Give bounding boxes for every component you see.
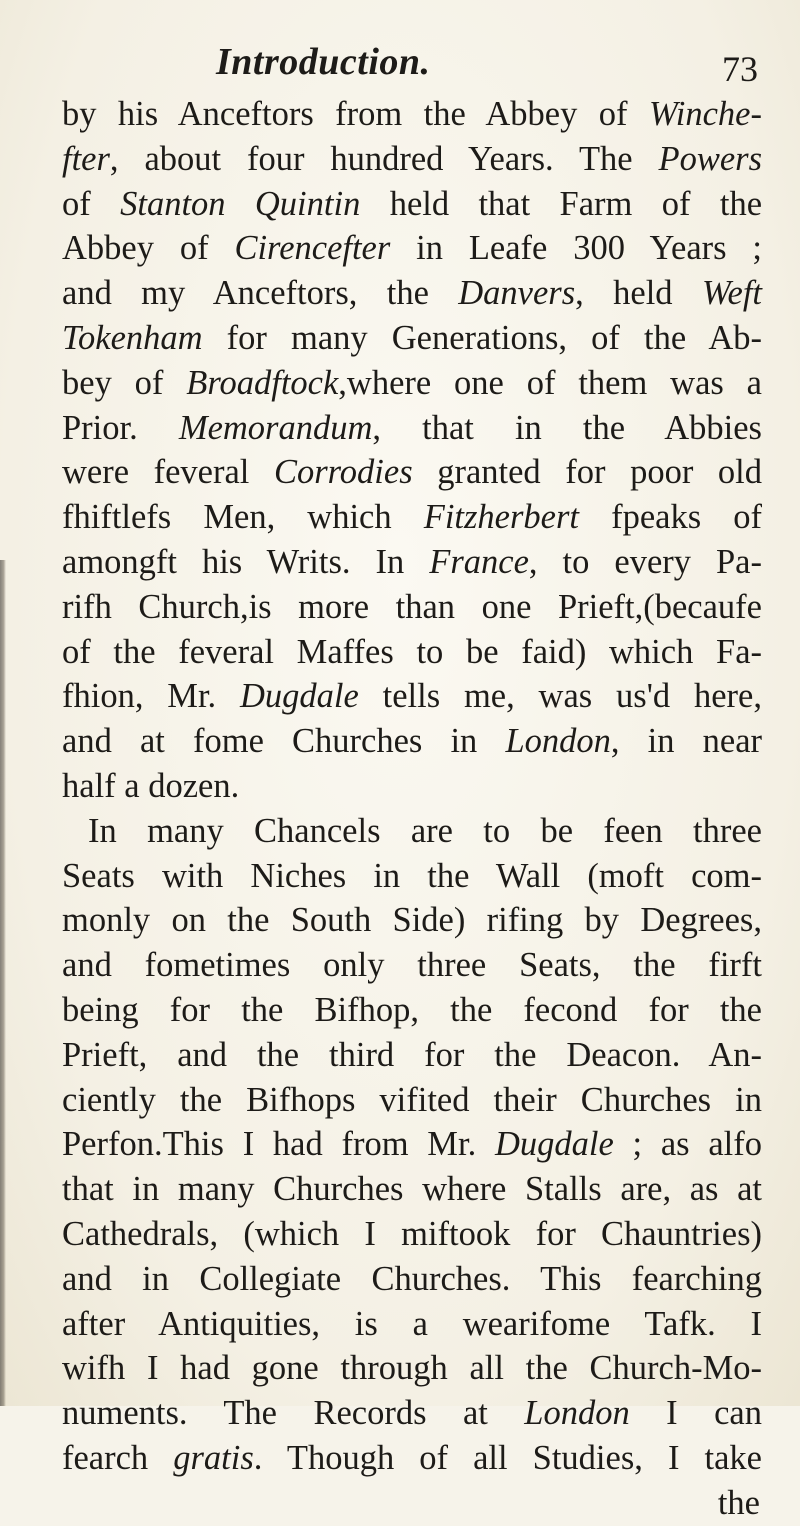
page-number: 73	[722, 49, 758, 89]
italic-text-run: Stanton Quintin	[120, 184, 361, 223]
text-line	[62, 540, 762, 585]
text-run: , about four hundred Years. The	[109, 139, 659, 178]
text-line	[62, 1391, 762, 1436]
italic-text-run: Danvers	[458, 274, 576, 313]
text-line	[62, 406, 762, 451]
text-line	[62, 361, 762, 406]
text-run: , held	[575, 274, 702, 313]
text-run: , to every Pa-	[528, 542, 762, 581]
italic-text-run: Memorandum	[178, 408, 373, 447]
text-run: and in Collegiate Churches. This fearching	[62, 1259, 762, 1298]
text-run: , in near	[610, 722, 763, 761]
italic-text-run: gratis	[173, 1438, 254, 1477]
italic-text-run: Broadftock	[186, 363, 339, 402]
text-line	[62, 585, 762, 630]
text-line	[62, 450, 762, 495]
text-run: ciently the Bifhops vifited their Churches in	[62, 1080, 762, 1119]
text-line	[62, 1033, 762, 1078]
italic-text-run: Dugdale	[494, 1125, 614, 1164]
text-line	[62, 1257, 762, 1302]
italic-text-run: London	[505, 722, 611, 761]
italic-text-run: Corrodies	[273, 453, 413, 492]
text-run: Abbey of	[62, 229, 235, 268]
text-line	[62, 1481, 762, 1526]
text-run: fhion, Mr.	[62, 677, 240, 716]
page-edge-shadow	[0, 560, 6, 1406]
text-run: fhiftlefs Men, which	[62, 498, 424, 537]
italic-text-run: Powers	[658, 139, 762, 178]
text-line	[62, 316, 762, 361]
text-run: of	[62, 184, 121, 223]
text-line	[62, 137, 762, 182]
text-line	[62, 1212, 762, 1257]
text-line	[62, 764, 762, 809]
text-run: fpeaks of	[578, 498, 763, 537]
text-run: Perfon.This I had from Mr.	[62, 1125, 495, 1164]
text-run: that in many Churches where Stalls are, as at	[62, 1170, 762, 1209]
italic-text-run: fter	[62, 139, 110, 178]
text-run: and fometimes only three Seats, the firft	[62, 946, 762, 985]
text-line	[62, 898, 762, 943]
text-line	[62, 1346, 762, 1391]
text-run: granted for poor old	[412, 453, 762, 492]
text-run: Prior.	[62, 408, 179, 447]
text-run: and my Anceftors, the	[62, 274, 459, 313]
text-run: ,where one of them was a	[338, 363, 762, 402]
text-run: being for the Bifhop, the fecond for the	[62, 990, 762, 1029]
text-line	[62, 719, 762, 764]
italic-text-run: London	[524, 1394, 630, 1433]
italic-text-run: Fitzherbert	[423, 498, 579, 537]
body-text	[62, 92, 762, 1526]
text-run: rifh Church,is more than one Prieft,(becaufe	[62, 587, 762, 626]
italic-text-run: Winche-	[648, 95, 762, 133]
text-line	[62, 674, 762, 719]
page-header	[0, 40, 800, 100]
text-run: Cathedrals, (which I miftook for Chauntries)	[62, 1214, 762, 1253]
text-run: wifh I had gone through all the Church-Mo-	[62, 1349, 762, 1388]
text-line	[62, 271, 762, 316]
text-run: tells me, was us'd here,	[358, 677, 762, 716]
text-line	[62, 943, 762, 988]
text-line	[62, 1167, 762, 1212]
text-line	[62, 1122, 762, 1167]
text-line	[62, 1436, 762, 1481]
text-line	[62, 495, 762, 540]
text-run: ; as alfo	[613, 1125, 762, 1164]
text-run: , that in the Abbies	[372, 408, 762, 447]
text-line	[62, 809, 762, 854]
text-run: were feveral	[62, 453, 274, 492]
running-title: Introduction.	[216, 41, 431, 83]
text-run: of the feveral Maffes to be faid) which Fa-	[62, 632, 762, 671]
text-run: the	[717, 1483, 760, 1522]
text-run: after Antiquities, is a wearifome Tafk. I	[62, 1304, 762, 1343]
text-run: and at fome Churches in	[62, 722, 506, 761]
italic-text-run: France	[429, 542, 529, 581]
text-run: numents. The Records at	[62, 1394, 525, 1433]
text-line	[62, 1078, 762, 1123]
text-run: monly on the South Side) rifing by Degrees,	[62, 901, 762, 940]
text-run: half a dozen.	[62, 766, 240, 805]
text-run: fearch	[62, 1438, 174, 1477]
text-line	[62, 854, 762, 899]
text-line	[62, 92, 762, 137]
text-run: bey of	[62, 363, 187, 402]
text-run: held that Farm of the	[360, 184, 763, 223]
text-line	[62, 630, 762, 675]
text-run: . Though of all Studies, I take	[253, 1438, 762, 1477]
text-run: In many Chancels are to be feen three	[88, 811, 762, 850]
italic-text-run: Weft	[701, 274, 762, 313]
text-run: by his Anceftors from the Abbey of	[62, 95, 649, 133]
text-line	[62, 988, 762, 1033]
text-run: amongft his Writs. In	[62, 542, 430, 581]
italic-text-run: Dugdale	[239, 677, 359, 716]
text-line	[62, 226, 762, 271]
text-line	[62, 182, 762, 227]
italic-text-run: Tokenham	[62, 318, 203, 357]
text-run: Prieft, and the third for the Deacon. An-	[62, 1035, 762, 1074]
text-run: I can	[629, 1394, 762, 1433]
text-run: for many Generations, of the Ab-	[202, 318, 762, 357]
text-run: Seats with Niches in the Wall (moft com-	[62, 856, 762, 895]
text-line	[62, 1302, 762, 1347]
italic-text-run: Cirencefter	[234, 229, 391, 268]
text-run: in Leafe 300 Years ;	[390, 229, 762, 268]
